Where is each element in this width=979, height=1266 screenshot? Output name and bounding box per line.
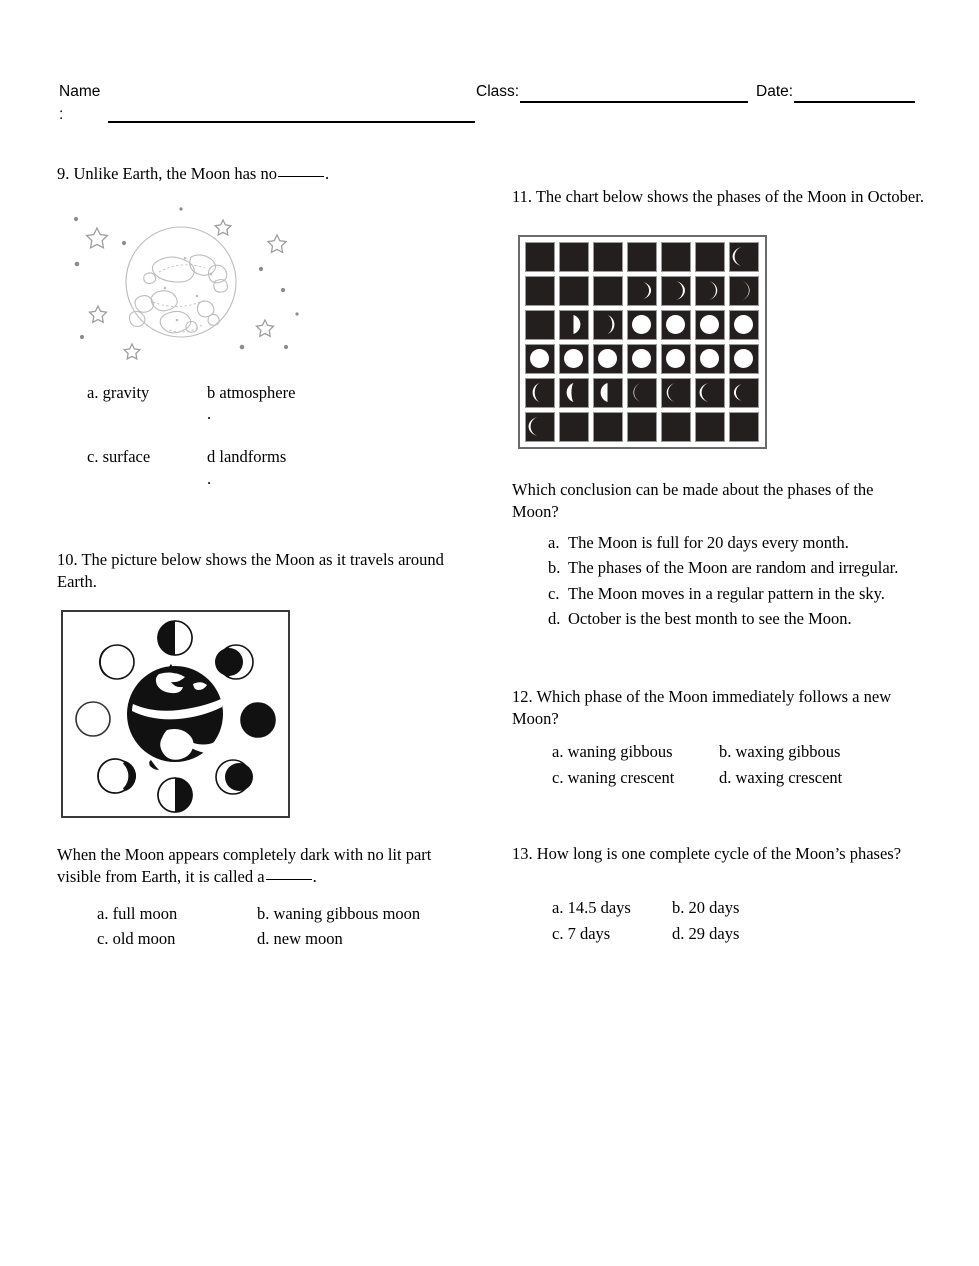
phase-cell-waxing-gibbous xyxy=(593,310,623,340)
date-write-in-line[interactable] xyxy=(794,101,915,103)
option-12-d[interactable]: d. waxing crescent xyxy=(719,767,843,787)
option-9-b-trailing-dot: . xyxy=(207,404,212,423)
option-11-a-text: The Moon is full for 20 days every month. xyxy=(568,532,849,552)
question-9-number: 9. xyxy=(57,164,70,183)
phase-cell-waning-crescent xyxy=(627,378,657,408)
phase-cell-new xyxy=(695,412,725,442)
question-10-text: The picture below shows the Moon as it travels around Earth. xyxy=(57,549,444,591)
option-13-a[interactable]: a. 14.5 days xyxy=(552,898,631,917)
option-12-a[interactable]: a. waning gibbous xyxy=(552,741,673,761)
question-13-text: How long is one complete cycle of the Moon’s phases? xyxy=(536,843,902,863)
class-field-group xyxy=(476,80,748,103)
name-label: Name xyxy=(59,83,101,100)
phase-cell-waxing-crescent xyxy=(695,276,725,306)
date-label: Date: xyxy=(756,83,794,100)
left-column xyxy=(57,163,475,951)
option-11-b-marker: b. xyxy=(548,558,561,577)
option-13-c[interactable]: c. 7 days xyxy=(552,924,611,943)
phase-cell-full xyxy=(695,310,725,340)
question-9-options xyxy=(87,382,475,489)
name-colon: : xyxy=(59,106,64,123)
question-9-period: . xyxy=(324,164,330,183)
phase-cell-new xyxy=(661,242,691,272)
option-11-d-marker: d. xyxy=(548,609,561,628)
phase-cell-new xyxy=(729,412,759,442)
phase-cell-waning-gibbous xyxy=(525,378,555,408)
calendar-row xyxy=(523,240,762,274)
phase-cell-waxing-crescent-wide xyxy=(729,276,759,306)
question-9-blank[interactable] xyxy=(278,176,324,177)
question-13-number: 13. xyxy=(512,843,533,863)
calendar-row xyxy=(523,376,762,410)
question-13 xyxy=(512,843,924,948)
phase-cell-waxing-crescent-thin xyxy=(627,276,657,306)
date-field-group xyxy=(756,80,915,103)
option-11-c[interactable] xyxy=(548,583,924,606)
option-13-d[interactable]: d. 29 days xyxy=(672,924,740,943)
question-11 xyxy=(512,186,924,631)
question-9 xyxy=(57,163,475,489)
option-9-b-label: b atmosphere xyxy=(207,382,296,402)
phase-cell-new xyxy=(627,242,657,272)
question-10-subprompt xyxy=(57,844,475,889)
option-11-a[interactable] xyxy=(548,532,924,555)
class-label: Class: xyxy=(476,83,520,100)
calendar-row xyxy=(523,410,762,444)
question-12-prompt xyxy=(512,686,924,731)
moon-phase-calendar-chart xyxy=(518,235,767,449)
phase-cell-last-quarter-wide xyxy=(559,378,589,408)
phase-cell-full xyxy=(661,310,691,340)
phase-cell-full xyxy=(627,310,657,340)
question-10-blank[interactable] xyxy=(266,879,312,880)
earth-globe xyxy=(127,664,223,770)
question-12-number: 12. xyxy=(512,686,533,706)
phase-cell-new xyxy=(661,412,691,442)
phase-cell-full xyxy=(729,310,759,340)
option-11-b-text: The phases of the Moon are random and irregular. xyxy=(568,558,899,577)
option-9-d[interactable] xyxy=(207,446,475,489)
phase-cell-new xyxy=(559,412,589,442)
question-12-options xyxy=(552,739,924,791)
calendar-row xyxy=(523,342,762,376)
question-13-options xyxy=(552,895,924,947)
phase-cell-full xyxy=(525,344,555,374)
phase-cell-waning-crescent-thinner xyxy=(729,378,759,408)
name-colon-row xyxy=(59,103,479,126)
option-10-b[interactable]: b. waning gibbous moon xyxy=(257,903,421,923)
question-10-number: 10. xyxy=(57,549,78,569)
phase-cell-new xyxy=(593,242,623,272)
phase-cell-new xyxy=(593,412,623,442)
phase-cell-full xyxy=(729,344,759,374)
phase-cell-first-quarter-crescent xyxy=(525,310,555,340)
phase-cell-full xyxy=(661,344,691,374)
phase-cell-new xyxy=(559,276,589,306)
phase-cell-full xyxy=(695,344,725,374)
phase-cell-new xyxy=(593,276,623,306)
right-column xyxy=(512,186,924,947)
name-field-group xyxy=(59,80,479,126)
phase-cell-full xyxy=(559,344,589,374)
option-9-c[interactable]: c. surface xyxy=(87,447,151,466)
phase-cell-new xyxy=(559,242,589,272)
option-12-c[interactable]: c. waning crescent xyxy=(552,767,675,787)
phase-cell-new xyxy=(525,242,555,272)
phase-cell-waning-crescent-thin xyxy=(729,242,759,272)
option-11-d-text: October is the best month to see the Moon. xyxy=(568,609,852,628)
worksheet-header xyxy=(0,0,979,130)
option-10-d[interactable]: d. new moon xyxy=(257,928,343,948)
option-11-d[interactable] xyxy=(548,608,924,631)
question-11-text: The chart below shows the phases of the Moon in October. xyxy=(535,187,924,206)
question-11-prompt xyxy=(512,186,924,209)
option-11-c-text: The Moon moves in a regular pattern in the sky. xyxy=(568,583,885,603)
question-9-text: Unlike Earth, the Moon has no xyxy=(73,164,277,183)
phase-cell-new xyxy=(525,276,555,306)
question-9-prompt xyxy=(57,163,475,186)
phase-cell-waning-crescent xyxy=(661,378,691,408)
question-11-number: 11. xyxy=(512,187,533,206)
option-9-d-trailing-dot: . xyxy=(207,468,212,488)
question-12-text: Which phase of the Moon immediately follows a new Moon? xyxy=(512,686,892,728)
question-11-subprompt: Which conclusion can be made about the phases of the Moon? xyxy=(512,479,874,521)
phase-cell-waxing-crescent xyxy=(661,276,691,306)
moon-with-stars-illustration xyxy=(61,202,301,362)
phase-cell-new xyxy=(695,242,725,272)
question-10-options xyxy=(97,901,475,951)
moon-orbit-around-earth-diagram xyxy=(61,610,290,818)
option-10-c[interactable]: c. old moon xyxy=(97,928,176,948)
question-10-subprompt-period: . xyxy=(312,867,317,886)
phase-cell-full xyxy=(593,344,623,374)
option-11-b[interactable] xyxy=(548,557,924,580)
phase-cell-first-quarter xyxy=(559,310,589,340)
option-12-b[interactable]: b. waxing gibbous xyxy=(719,741,841,761)
phase-cell-waning-crescent-thin xyxy=(695,378,725,408)
phase-cell-last-quarter xyxy=(593,378,623,408)
option-13-b[interactable]: b. 20 days xyxy=(672,898,740,917)
option-11-c-marker: c. xyxy=(548,583,560,603)
phase-cell-waning-crescent-thin xyxy=(525,412,555,442)
question-13-prompt xyxy=(512,843,924,866)
option-10-a[interactable]: a. full moon xyxy=(97,903,178,923)
question-10 xyxy=(57,549,475,951)
question-10-subprompt-text: When the Moon appears completely dark with no lit part visible from Earth, it is called a xyxy=(57,844,432,886)
question-11-options xyxy=(548,532,924,631)
phase-cell-full xyxy=(627,344,657,374)
phase-cell-new xyxy=(627,412,657,442)
option-9-b[interactable] xyxy=(207,382,475,447)
calendar-row xyxy=(523,274,762,308)
option-11-a-marker: a. xyxy=(548,532,560,552)
calendar-row xyxy=(523,308,762,342)
question-10-prompt xyxy=(57,549,475,594)
option-9-d-label: d landforms xyxy=(207,447,287,466)
question-12 xyxy=(512,686,924,791)
name-write-in-line[interactable] xyxy=(108,121,475,123)
option-9-a[interactable]: a. gravity xyxy=(87,382,150,402)
class-write-in-line[interactable] xyxy=(520,101,748,103)
